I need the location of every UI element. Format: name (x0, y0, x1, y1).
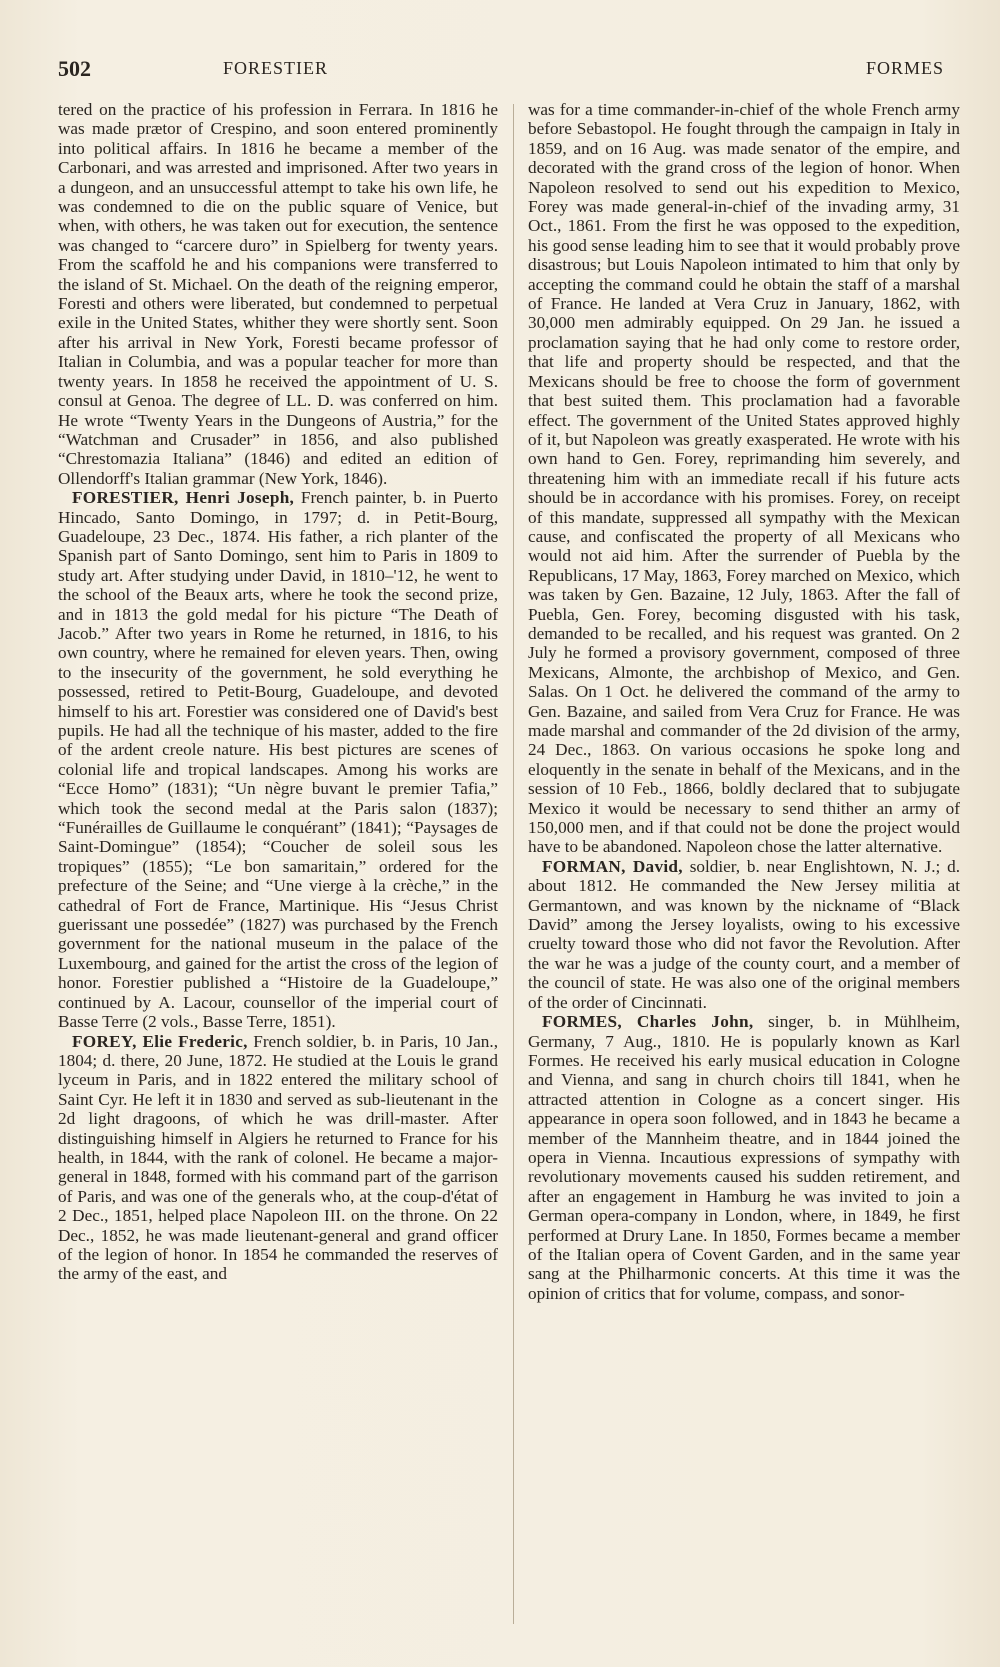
running-head (58, 56, 952, 86)
biography-entry-forestier (58, 488, 498, 1031)
biography-entry-formes (528, 1012, 960, 1303)
right-column (528, 100, 960, 1303)
entry-heading-formes: FORMES, Charles John, (542, 1012, 754, 1032)
biography-entry-forey (58, 1032, 498, 1284)
page-number: 502 (58, 56, 91, 81)
entry-text-forey: French soldier, b. in Paris, 10 Jan., 1804; d. there, 20 June, 1872. He studied at the Louis le grand lyceum in Paris, and in 1822 entered the military school of Saint Cyr. He left it in 1830 and served as sub-lieutenant in the 2d light dragoons, of which he was drill-master. After distinguishing himself in Algiers he returned to France for his health, in 1844, with the rank of colonel. He became a major-general in 1848, formed with his command part of the garrison of Paris, and was one of the generals who, at the coup-d'état of 2 Dec., 1851, helped place Napoleon III. on the throne. On 22 Dec., 1852, he was made lieutenant-general and grand officer of the legion of honor. In 1854 he commanded the reserves of the army of the east, and (58, 1031, 498, 1284)
entry-text-formes: singer, b. in Mühlheim, Germany, 7 Aug., 1810. He is popularly known as Karl Formes. He received his early musical education in Cologne and Vienna, and sang in church choirs till 1841, when he attracted attention in Cologne as a concert singer. His appearance in opera soon followed, and in 1843 he became a member of the Mannheim theatre, and in 1844 joined the opera in Vienna. Incautious expressions of sympathy with revolutionary movements caused his sudden retirement, and after an engagement in Hamburg he was invited to join a German opera-company in London, where, in 1849, he first performed at Drury Lane. In 1850, Formes became a member of the Italian opera of Covent Garden, and in the same year sang at the Philharmonic concerts. At this time it was the opinion of critics that for volume, compass, and sonor- (528, 1012, 961, 1303)
entry-heading-forman: FORMAN, David, (542, 856, 683, 876)
entry-heading-forestier: FORESTIER, Henri Joseph, (72, 488, 295, 508)
right-running-heading: FORMES (865, 58, 944, 78)
entry-heading-forey: FOREY, Elie Frederic, (72, 1031, 248, 1051)
entry-text-forman: soldier, b. near Englishtown, N. J.; d. about 1812. He commanded the New Jersey militia at Germantown, and was known by the nickname of “Black David” among the Jersey loyalists, owing to his excessive cruelty toward those who did not favor the Revolution. After the war he was a judge of the county court, and a member of the council of state. He was also one of the original members of the order of Cincinnati. (528, 856, 960, 1012)
left-running-heading: FORESTIER (223, 58, 329, 78)
continued-paragraph: tered on the practice of his profession in Ferrara. In 1816 he was made prætor of Crespino, and soon entered prominently into political affairs. In 1816 he became a member of the Carbonari, and was arrested and imprisoned. After two years in a dungeon, and an unsuccessful attempt to take his own life, he was condemned to die on the public square of Venice, but when, with others, he was taken out for execution, the sentence was changed to “carcere duro” in Spielberg for twenty years. From the scaffold he and his companions were transferred to the island of St. Michael. On the death of the reigning emperor, Foresti and others were liberated, but condemned to perpetual exile in the United States, whither they were shortly sent. Soon after his arrival in New York, Foresti became professor of Italian in Columbia, and was a popular teacher for more than twenty years. In 1858 he received the appointment of U. S. consul at Genoa. The degree of LL. D. was conferred on him. He wrote “Twenty Years in the Dungeons of Austria,” for the “Watchman and Crusader” in 1856, and also published “Chrestomazia Italiana” (1846) and edited an edition of Ollendorff's Italian grammar (New York, 1846). (58, 100, 498, 488)
column-divider (513, 104, 514, 1624)
continued-paragraph-forey: was for a time commander-in-chief of the whole French army before Sebastopol. He fought through the campaign in Italy in 1859, and on 16 Aug. was made senator of the empire, and decorated with the grand cross of the legion of honor. When Napoleon resolved to send out his expedition to Mexico, Forey was made general-in-chief of the invading army, 31 Oct., 1861. From the first he was opposed to the expedition, his good sense leading him to see that it would probably prove disastrous; but Louis Napoleon intimated to him that only by accepting the command could he obtain the staff of a marshal of France. He landed at Vera Cruz in January, 1862, with 30,000 men admirably equipped. On 29 Jan. he issued a proclamation saying that he had only come to restore order, that life and property should be respected, and that the Mexicans should be free to choose the form of government that best suited them. This proclamation had a favorable effect. The government of the United States approved highly of it, but Napoleon was greatly exasperated. He wrote with his own hand to Gen. Forey, reprimanding him severely, and threatening him with an immediate recall if his future acts should be in accordance with his promises. Forey, on receipt of this mandate, suppressed all sympathy with the Mexican cause, and confiscated the property of all Mexicans who would not aid him. After the surrender of Puebla by the Republicans, 17 May, 1863, Forey marched on Mexico, which was taken by Gen. Bazaine, 12 July, 1863. After the fall of Puebla, Gen. Forey, becoming disgusted with his task, demanded to be recalled, and his request was granted. On 2 July he formed a provisory government, composed of three Mexicans, Almonte, the archbishop of Mexico, and Gen. Salas. On 1 Oct. he delivered the command of the army to Gen. Bazaine, and sailed from Vera Cruz for France. He was made marshal and commander of the 2d division of the army, 24 Dec., 1863. On various occasions he spoke long and eloquently in the senate in behalf of the Mexicans, and in the session of 10 Feb., 1866, boldly declared that to subjugate Mexico it would be necessary to send thither an army of 150,000 men, and if that could not be done the project would have to be abandoned. Napoleon chose the latter alternative. (528, 100, 960, 857)
biography-entry-forman (528, 857, 960, 1012)
entry-text-forestier: French painter, b. in Puerto Hincado, Santo Domingo, in 1797; d. in Petit-Bourg, Guadeloupe, 23 Dec., 1874. His father, a rich planter of the Spanish part of Santo Domingo, sent him to Paris in 1809 to study art. After studying under David, in 1810–'12, he went to the school of the Beaux arts, where he took the second prize, and in 1813 the gold medal for his picture “The Death of Jacob.” After two years in Rome he returned, in 1816, to his own country, where he remained for eleven years. Then, owing to the insecurity of the government, he sold everything he possessed, retired to Petit-Bourg, Guadeloupe, and devoted himself to his art. Forestier was considered one of David's best pupils. He had all the technique of his master, added to the fire of the ardent creole nature. His best pictures are scenes of colonial life and tropical landscapes. Among his works are “Ecce Homo” (1831); “Un nègre buvant le premier Tafia,” which took the second medal at the Paris salon (1837); “Funérailles de Guillaume le conquérant” (1841); “Paysages de Saint-Domingue” (1854); “Coucher de soleil sous les tropiques” (1855); “Le bon samaritain,” ordered for the prefecture of the Seine; and “Une vierge à la crèche,” in the cathedral of Fort de France, Martinique. His “Jesus Christ guerissant une possedée” (1827) was purchased by the French government for the national museum in the palace of the Luxembourg, and gained for the artist the cross of the legion of honor. Forestier published a “Histoire de la Guadeloupe,” continued by A. Lacour, counsellor of the imperial court of Basse Terre (2 vols., Basse Terre, 1851). (58, 488, 498, 1032)
left-column (58, 100, 498, 1284)
